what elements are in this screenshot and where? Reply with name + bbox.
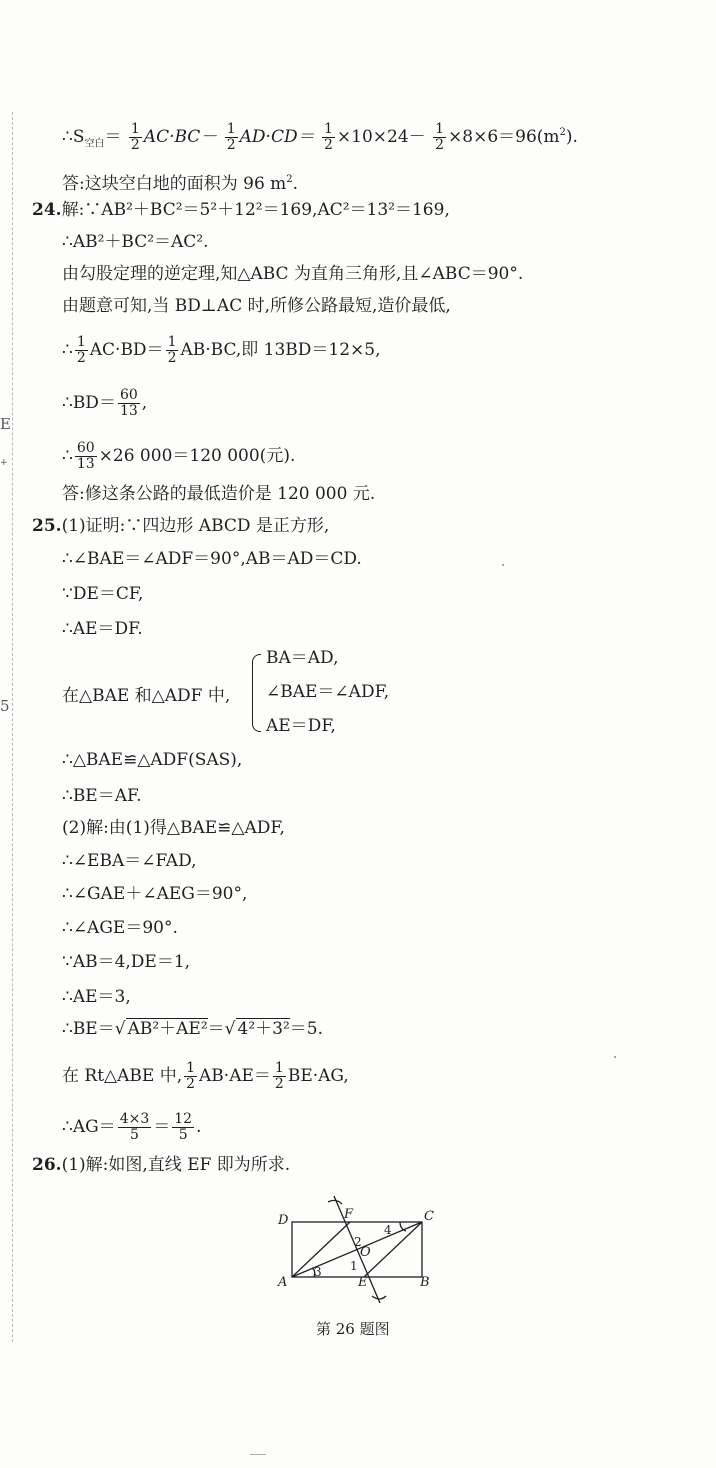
q24-line-1: 24.解:∵AB²＋BC²＝5²＋12²＝169,AC²＝13²＝169, (32, 200, 450, 220)
q25-line-1: 25.(1)证明:∵四边形 ABCD 是正方形, (32, 516, 330, 536)
q25-line-9: ∴∠EBA＝∠FAD, (62, 851, 197, 871)
rectangle-construction-diagram (274, 1190, 444, 1310)
footer-mark (250, 1454, 266, 1455)
q25-line-15: 在 Rt△ABE 中, $\frac{1}{2}$ AB·AE＝ $\frac{1}{2}$ BE·AG, (62, 1060, 349, 1092)
q24-line-7: ∴ $\frac{60}{13}$ ×26 000＝120 000(元). (62, 440, 296, 472)
label-angle-4: 4 (384, 1223, 392, 1237)
label-o: O (360, 1245, 371, 1260)
q25-line-13: ∴AE＝3, (62, 987, 131, 1007)
binding-margin-line (12, 112, 13, 1342)
label-e: E (358, 1275, 368, 1290)
q25-line-7: ∴BE＝AF. (62, 786, 142, 806)
area-formula-line: $\therefore S_{空白}=$ $\frac{1}{2}$ AC·BC－ $\frac{1}{2}$ AD·CD＝ $\frac{1}{2}$ ×10×24－ $\frac{1}{2}$ $\times 8\times 6=96(m^2)$. (62, 121, 578, 153)
arc-mark-bottom (372, 1296, 386, 1299)
q25-line-6: ∴△BAE≌△ADF(SAS), (62, 750, 243, 770)
brace-line-1: BA＝AD, (266, 648, 339, 668)
q24-line-4: 由题意可知,当 BD⊥AC 时,所修公路最短,造价最低, (62, 296, 451, 316)
label-b: B (420, 1275, 430, 1290)
label-c: C (424, 1209, 434, 1224)
q25-line-5: 在△BAE 和△ADF 中, (62, 686, 231, 706)
brace-line-2: ∠BAE＝∠ADF, (266, 682, 390, 702)
q25-line-8: (2)解:由(1)得△BAE≌△ADF, (62, 818, 285, 838)
label-f: F (344, 1207, 354, 1222)
figure-caption: 第 26 题图 (316, 1320, 390, 1338)
speck (502, 564, 504, 566)
label-a: A (278, 1275, 288, 1290)
q24-line-6: ∴BD＝ $\frac{60}{13}$ , (62, 387, 148, 419)
line-ef (334, 1196, 380, 1303)
q24-line-2: ∴AB²＋BC²＝AC². (62, 232, 209, 252)
q25-line-10: ∴∠GAE＋∠AEG＝90°, (62, 884, 248, 904)
q25-line-16: ∴AG＝ $\frac{4\times 3}{5}$ ＝ $\frac{12}{5}$ . (62, 1111, 202, 1143)
q25-line-14: ∴BE＝√ AB²＋AE²＝√ 4²＋3²＝5. (62, 1019, 323, 1039)
speck (614, 1056, 616, 1058)
arc-mark-top (328, 1200, 342, 1204)
q24-line-3: 由勾股定理的逆定理,知△ABC 为直角三角形,且∠ABC＝90°. (62, 264, 524, 284)
edge-digit: 5 (0, 697, 10, 715)
q25-line-12: ∵AB＝4,DE＝1, (62, 952, 191, 972)
label-d: D (278, 1213, 289, 1228)
q25-line-11: ∴∠AGE＝90°. (62, 918, 178, 938)
q26-line-1: 26.(1)解:如图,直线 EF 即为所求. (32, 1155, 291, 1175)
q25-line-2: ∴∠BAE＝∠ADF＝90°,AB＝AD＝CD. (62, 549, 362, 569)
edge-letter: E (0, 415, 11, 433)
segment-ce (364, 1222, 422, 1277)
edge-mark: + (0, 458, 8, 468)
q24-line-5: ∴ $\frac{1}{2}$ AC·BD＝ $\frac{1}{2}$ AB·BC,即 13BD＝12×5, (62, 334, 381, 366)
label-angle-2: 2 (354, 1235, 362, 1249)
brace-line-3: AE＝DF, (266, 716, 336, 736)
q24-answer: 答:修这条公路的最低造价是 120 000 元. (62, 484, 376, 504)
label-angle-1: 1 (350, 1259, 358, 1273)
answer-23: 答:这块空白地的面积为 96 $m^2$. (62, 174, 299, 194)
q25-line-4: ∴AE＝DF. (62, 619, 143, 639)
system-brace (252, 654, 261, 732)
q25-line-3: ∵DE＝CF, (62, 584, 144, 604)
label-angle-3: 3 (314, 1265, 322, 1279)
